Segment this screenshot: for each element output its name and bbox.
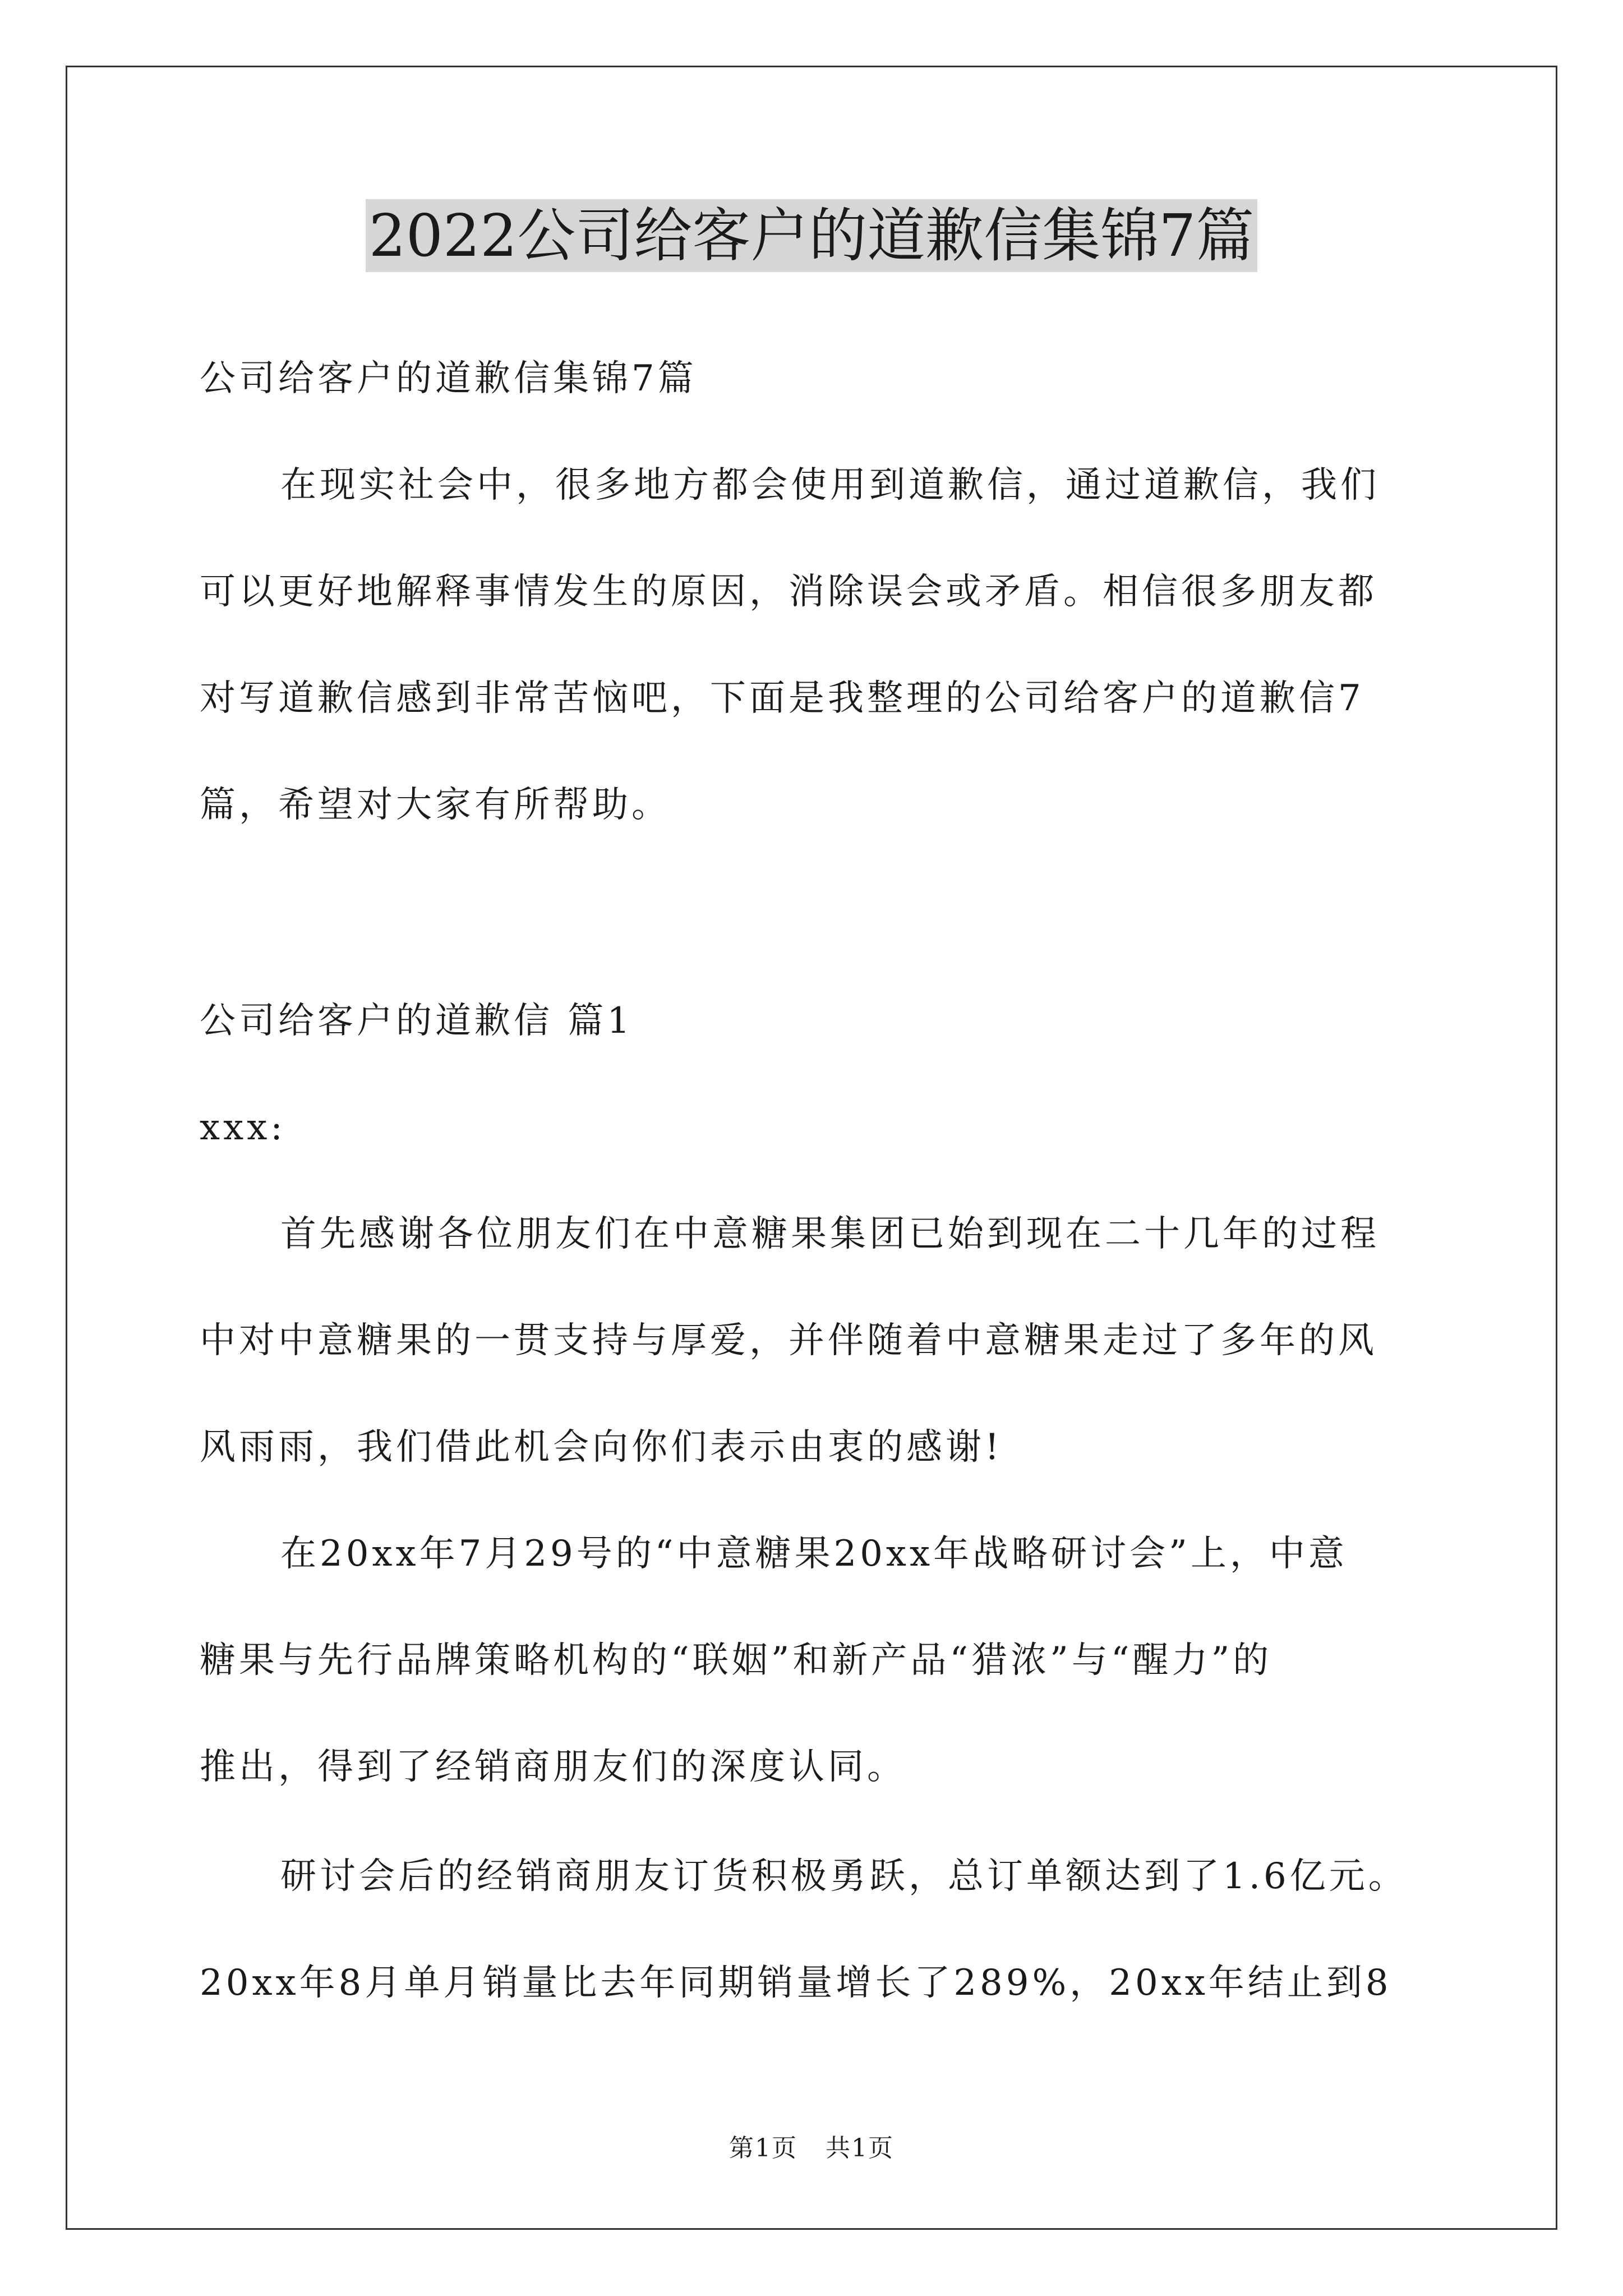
section-heading: 公司给客户的道歉信 篇1 [200,1000,634,1042]
salutation: xxx: [200,1107,286,1148]
document-title [0,196,1623,275]
subtitle: 公司给客户的道歉信集锦7篇 [200,358,697,399]
document-title-text: 2022公司给客户的道歉信集锦7篇 [366,199,1258,272]
body-line-8: 20xx年8月单月销量比去年同期销量增长了289%，20xx年结止到8 [200,1962,1392,2004]
intro-line-3: 对写道歉信感到非常苦恼吧，下面是我整理的公司给客户的道歉信7 [200,678,1364,719]
body-line-5: 糖果与先行品牌策略机构的“联姻”和新产品“猎浓”与“醒力”的 [200,1640,1272,1681]
body-line-1: 首先感谢各位朋友们在中意糖果集团已始到现在二十几年的过程 [280,1213,1380,1255]
page-number: 第1页 [729,2134,797,2162]
intro-line-1: 在现实社会中，很多地方都会使用到道歉信，通过道歉信，我们 [280,464,1380,506]
body-line-7: 研讨会后的经销商朋友订货积极勇跃，总订单额达到了1.6亿元。 [280,1856,1408,1897]
page-total: 共1页 [826,2134,894,2162]
body-line-2: 中对中意糖果的一贯支持与厚爱，并伴随着中意糖果走过了多年的风 [200,1320,1377,1361]
body-line-3: 风雨雨，我们借此机会向你们表示由衷的感谢! [200,1427,1003,1468]
body-line-4: 在20xx年7月29号的“中意糖果20xx年战略研讨会”上，中意 [280,1533,1348,1575]
page-footer [0,2132,1623,2165]
intro-line-2: 可以更好地解释事情发生的原因，消除误会或矛盾。相信很多朋友都 [200,571,1377,613]
body-line-6: 推出，得到了经销商朋友们的深度认同。 [200,1746,906,1788]
intro-line-4: 篇，希望对大家有所帮助。 [200,784,671,826]
